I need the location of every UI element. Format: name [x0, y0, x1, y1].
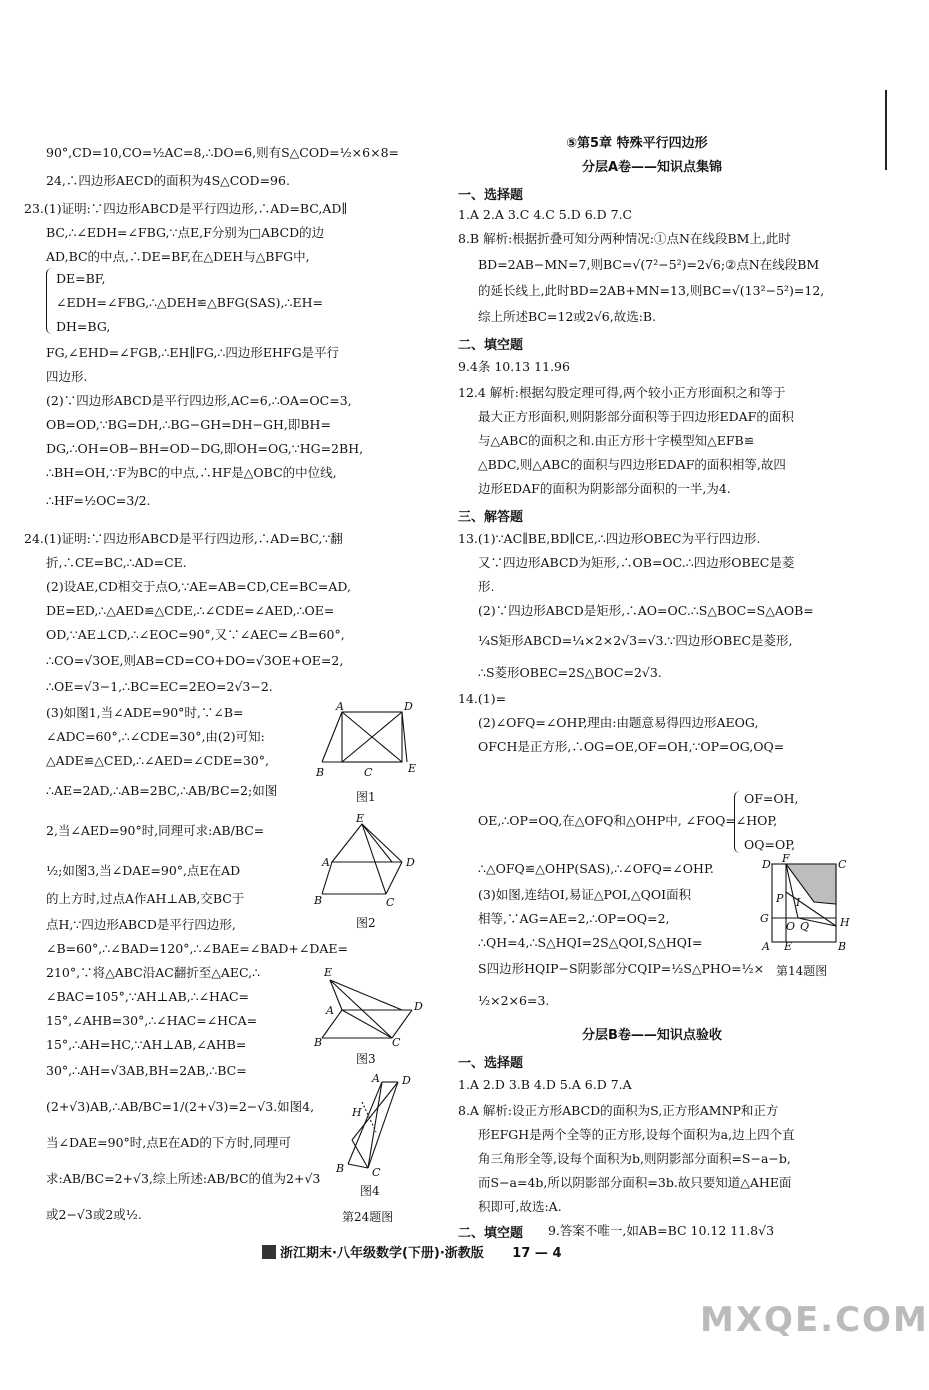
- text-line: 90°,CD=10,CO=½AC=8,∴DO=6,则有S△COD=½×6×8=: [46, 145, 400, 160]
- label-e: E: [356, 812, 365, 825]
- text-line: 的延长线上,此时BD=2AB+MN=13,则BC=√(13²−5²)=12,: [478, 283, 825, 298]
- text-line: ∴QH=4,∴S△HQI=2S△QOI,S△HQI=: [478, 935, 703, 950]
- text-line: ∠ADC=60°,∴∠CDE=30°,由(2)可知:: [46, 729, 265, 744]
- label-d: D: [406, 856, 415, 869]
- text-line: 13.(1)∵AC∥BE,BD∥CE,∴四边形OBEC为平行四边形.: [458, 531, 761, 546]
- text-line: 210°,∵将△ABC沿AC翻折至△AEC,∴: [46, 965, 261, 980]
- label-e: E: [408, 762, 417, 775]
- text-line: ∴BH=OH,∵F为BC的中点,∴HF是△OBC的中位线,: [46, 465, 337, 480]
- text-line: (2)∠OFQ=∠OHP,理由:由题意易得四边形AEOG,: [478, 715, 759, 730]
- figure-4: [332, 1072, 422, 1180]
- text-line: OQ=OP,: [744, 837, 796, 852]
- text-line: (2)∵四边形ABCD是平行四边形,AC=6,∴OA=OC=3,: [46, 393, 352, 408]
- label-e: E: [324, 966, 333, 979]
- text-line: AD,BC的中点,∴DE=BF,在△DEH与△BFG中,: [46, 249, 310, 264]
- label-a: A: [762, 940, 770, 953]
- text-line: 24,∴四边形AECD的面积为4S△COD=96.: [46, 173, 290, 188]
- text-line: 综上所述BC=12或2√6,故选:B.: [478, 309, 657, 324]
- label-o: O: [786, 920, 796, 933]
- figure-14: [756, 852, 856, 953]
- text-line: 1.A 2.A 3.C 4.C 5.D 6.D 7.C: [458, 207, 633, 222]
- label-e: E: [784, 940, 793, 953]
- label-c: C: [838, 858, 847, 871]
- text-line: 的上方时,过点A作AH⊥AB,交BC于: [46, 891, 245, 906]
- label-f: F: [782, 852, 790, 865]
- text-line: 9.4条 10.13 11.96: [458, 359, 570, 374]
- label-b: B: [838, 940, 847, 953]
- page-edge-line: [885, 90, 887, 170]
- label-a: A: [336, 700, 344, 713]
- footer-title: 浙江期末·八年级数学(下册)·浙教版: [280, 1246, 484, 1261]
- label-p: P: [776, 892, 784, 905]
- label-g: G: [760, 912, 769, 925]
- text-line: 8.B 解析:根据折叠可知分两种情况:①点N在线段BM上,此时: [458, 231, 791, 246]
- text-line: 而S−a=4b,所以阴影部分面积=3b.故只要知道△AHE面: [478, 1175, 792, 1190]
- text-line: 积即可,故选:A.: [478, 1199, 562, 1214]
- text-line: (2)设AE,CD相交于点O,∵AE=AB=CD,CE=BC=AD,: [46, 579, 351, 594]
- label-b: B: [336, 1162, 345, 1175]
- watermark: MXQE.COM: [700, 1300, 929, 1340]
- text-line: 24.(1)证明:∵四边形ABCD是平行四边形,∴AD=BC,∵翻: [24, 531, 343, 546]
- page-number: 17 — 4: [512, 1246, 562, 1261]
- text-line: ∠EDH=∠FBG,∴△DEH≌△BFG(SAS),∴EH=: [56, 295, 323, 310]
- text-line: 当∠DAE=90°时,点E在AD的下方时,同理可: [46, 1135, 291, 1150]
- text-line: ∴S菱形OBEC=2S△BOC=2√3.: [478, 665, 662, 680]
- label-a: A: [372, 1072, 380, 1085]
- text-line: OF=OH,: [744, 791, 799, 806]
- label-h: H: [352, 1106, 362, 1119]
- figure-2: [312, 812, 422, 908]
- label-b: B: [316, 766, 325, 779]
- text-line: 折,∴CE=BC,∴AD=CE.: [46, 555, 187, 570]
- text-line: DG,∴OH=OB−BH=OD−DG,即OH=OG,∵HG=2BH,: [46, 441, 364, 456]
- text-line: 形.: [478, 579, 495, 594]
- text-line: 求:AB/BC=2+√3,综上所述:AB/BC的值为2+√3: [46, 1171, 321, 1186]
- text-line: 形EFGH是两个全等的正方形,设每个面积为a,边上四个直: [478, 1127, 795, 1142]
- text-line: ∴OE=√3−1,∴BC=EC=2EO=2√3−2.: [46, 679, 273, 694]
- label-d: D: [414, 1000, 423, 1013]
- section-a-title: 分层A卷——知识点集锦: [582, 160, 723, 175]
- text-line: 23.(1)证明:∵四边形ABCD是平行四边形,∴AD=BC,AD∥: [24, 201, 348, 216]
- text-line: BC,∴∠EDH=∠FBG,∵点E,F分别为□ABCD的边: [46, 225, 325, 240]
- figure-1: [312, 700, 422, 780]
- text-line: (3)如图1,当∠ADE=90°时,∵∠B=: [46, 705, 244, 720]
- label-b: B: [314, 894, 323, 907]
- text-line: △ADE≌△CED,∴∠AED=∠CDE=30°,: [46, 753, 269, 768]
- label-b: B: [314, 1036, 323, 1049]
- equation-brace: [46, 268, 55, 334]
- text-line: ∠BAC=105°,∵AH⊥AB,∴∠HAC=: [46, 989, 250, 1004]
- label-c: C: [364, 766, 373, 779]
- label-d: D: [402, 1074, 411, 1087]
- page-footer: [262, 1242, 562, 1261]
- figure-3: [312, 966, 423, 1049]
- text-line: 8.A 解析:设正方形ABCD的面积为S,正方形AMNP和正方: [458, 1103, 779, 1118]
- text-line: 边形EDAF的面积为阴影部分面积的一半,为4.: [478, 481, 731, 496]
- text-line: FG,∠EHD=∠FGB,∴EH∥FG,∴四边形EHFG是平行: [46, 345, 340, 360]
- text-line: ∠B=60°,∴∠BAD=120°,∴∠BAE=∠BAD+∠DAE=: [46, 941, 349, 956]
- label-h: H: [840, 916, 850, 929]
- text-line: 1.A 2.D 3.B 4.D 5.A 6.D 7.A: [458, 1077, 632, 1092]
- text-line: 与△ABC的面积之和.由正方形十字模型知△EFB≌: [478, 433, 755, 448]
- heading-choice-b: 一、选择题: [458, 1056, 524, 1071]
- text-line: ∴AE=2AD,∴AB=2BC,∴AB/BC=2;如图: [46, 783, 278, 798]
- text-line: OB=OD,∵BG=DH,∴BG−GH=DH−GH,即BH=: [46, 417, 331, 432]
- text-line: 30°,∴AH=√3AB,BH=2AB,∴BC=: [46, 1063, 247, 1078]
- text-line: OD,∵AE⊥CD,∴∠EOC=90°,又∵∠AEC=∠B=60°,: [46, 627, 345, 642]
- text-line: DE=ED,∴△AED≌△CDE,∴∠CDE=∠AED,∴OE=: [46, 603, 335, 618]
- text-line: (2)∵四边形ABCD是矩形,∴AO=OC.∴S△BOC=S△AOB=: [478, 603, 814, 618]
- text-line: ½×2×6=3.: [478, 993, 550, 1008]
- section-b-title: 分层B卷——知识点验收: [582, 1028, 722, 1043]
- text-line: 14.(1)=: [458, 691, 507, 706]
- text-line: 最大正方形面积,则阴影部分面积等于四边形EDAF的面积: [478, 409, 794, 424]
- text-line: 又∵四边形ABCD为矩形,∴OB=OC.∴四边形OBEC是菱: [478, 555, 795, 570]
- label-c: C: [372, 1166, 381, 1179]
- text-line: (3)如图,连结OI,易证△POI,△QOI面积: [478, 887, 692, 902]
- text-line: 15°,∠AHB=30°,∴∠HAC=∠HCA=: [46, 1013, 258, 1028]
- caption-fig3: 图3: [356, 1052, 376, 1066]
- caption-fig1: 图1: [356, 790, 376, 804]
- text-line: 或2−√3或2或½.: [46, 1207, 142, 1222]
- text-line: ∴HF=½OC=3/2.: [46, 493, 151, 508]
- label-d: D: [762, 858, 771, 871]
- label-c: C: [386, 896, 395, 909]
- text-line: ∴CO=√3OE,则AB=CD=CO+DO=√3OE+OE=2,: [46, 653, 344, 668]
- label-a: A: [322, 856, 330, 869]
- chapter-title: ⑤第5章 特殊平行四边形: [566, 136, 708, 151]
- text-line: 相等,∵AG=AE=2,∴OP=OQ=2,: [478, 911, 670, 926]
- text-line: 12.4 解析:根据勾股定理可得,两个较小正方形面积之和等于: [458, 385, 786, 400]
- label-a: A: [326, 1004, 334, 1017]
- text-line: (2+√3)AB,∴AB/BC=1/(2+√3)=2−√3.如图4,: [46, 1099, 315, 1114]
- caption-fig24: 第24题图: [342, 1210, 394, 1224]
- heading-fill: 二、填空题: [458, 338, 524, 353]
- label-i: I: [796, 896, 801, 909]
- text-line: 点H,∵四边形ABCD是平行四边形,: [46, 917, 236, 932]
- heading-choice: 一、选择题: [458, 188, 524, 203]
- text-line: OE,∴OP=OQ,在△OFQ和△OHP中, ∠FOQ=∠HOP,: [478, 813, 778, 828]
- text-line: 9.答案不唯一,如AB=BC 10.12 11.8√3: [548, 1223, 775, 1238]
- heading-fill-b: 二、填空题: [458, 1226, 524, 1241]
- footer-logo-icon: [262, 1245, 276, 1259]
- caption-fig14: 第14题图: [776, 964, 828, 978]
- text-line: 15°,∴AH=HC,∵AH⊥AB,∠AHB=: [46, 1037, 247, 1052]
- text-line: OFCH是正方形,∴OG=OE,OF=OH,∵OP=OG,OQ=: [478, 739, 785, 754]
- label-d: D: [404, 700, 413, 713]
- text-line: DE=BF,: [56, 271, 106, 286]
- text-line: S四边形HQIP−S阴影部分CQIP=½S△PHO=½×: [478, 961, 765, 976]
- label-q: Q: [800, 920, 810, 933]
- text-line: 四边形.: [46, 369, 88, 384]
- text-line: ∴△OFQ≌△OHP(SAS),∴∠OFQ=∠OHP.: [478, 861, 714, 876]
- caption-fig2: 图2: [356, 916, 376, 930]
- heading-answer: 三、解答题: [458, 510, 524, 525]
- caption-fig4: 图4: [360, 1184, 380, 1198]
- text-line: 角三角形全等,设每个面积为b,则阴影部分面积=S−a−b,: [478, 1151, 791, 1166]
- text-line: ¼S矩形ABCD=¼×2×2√3=√3.∵四边形OBEC是菱形,: [478, 633, 793, 648]
- text-line: ½;如图3,当∠DAE=90°,点E在AD: [46, 863, 241, 878]
- text-line: △BDC,则△ABC的面积与四边形EDAF的面积相等,故四: [478, 457, 786, 472]
- text-line: DH=BG,: [56, 319, 111, 334]
- text-line: 2,当∠AED=90°时,同理可求:AB/BC=: [46, 823, 265, 838]
- label-c: C: [392, 1036, 401, 1049]
- text-line: BD=2AB−MN=7,则BC=√(7²−5²)=2√6;②点N在线段BM: [478, 257, 820, 272]
